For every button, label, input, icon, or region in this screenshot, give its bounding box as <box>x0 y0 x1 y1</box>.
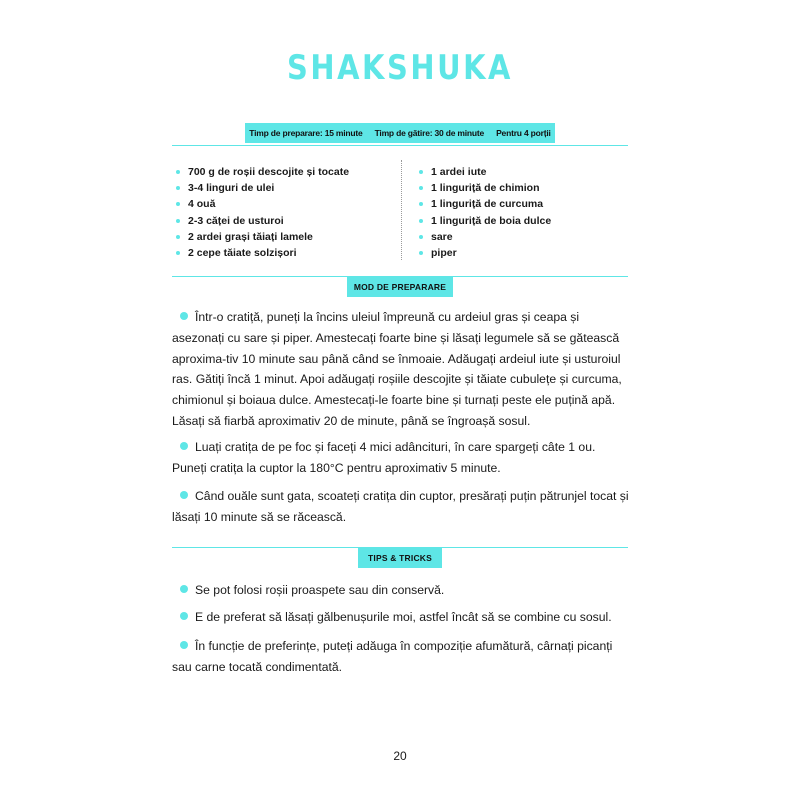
bullet-icon <box>176 170 180 174</box>
prep-time: Timp de preparare: 15 minute <box>249 128 363 138</box>
page-number: 20 <box>393 749 407 763</box>
ingredient-item: piper <box>419 245 551 261</box>
tips-section-label: TIPS & TRICKS <box>358 548 442 568</box>
ingredient-item: 1 ardei iute <box>419 164 551 180</box>
ingredients-left <box>176 164 349 261</box>
info-divider <box>172 145 628 146</box>
bullet-icon <box>180 491 188 499</box>
bullet-icon <box>419 170 423 174</box>
ingredient-item: 1 linguriță de chimion <box>419 180 551 196</box>
tip-item: E de preferat să lăsați gălbenușurile moi, astfel încât să se combine cu sosul. <box>172 607 632 628</box>
ingredient-item: 1 linguriță de curcuma <box>419 196 551 212</box>
ingredient-item: 1 linguriță de boia dulce <box>419 213 551 229</box>
method-section-label: MOD DE PREPARARE <box>347 277 453 297</box>
ingredient-item: 700 g de roșii descojite și tocate <box>176 164 349 180</box>
ingredient-item: 4 ouă <box>176 196 349 212</box>
ingredient-item: 2-3 căței de usturoi <box>176 213 349 229</box>
recipe-title: SHAKSHUKA <box>287 48 513 88</box>
bullet-icon <box>180 312 188 320</box>
bullet-icon <box>180 641 188 649</box>
bullet-icon <box>180 585 188 593</box>
bullet-icon <box>419 251 423 255</box>
method-step: Luați cratița de pe foc și faceți 4 mici adâncituri, în care spargeți câte 1 ou. Puneți cratița la cuptor la 180°C pentru aproximativ 5 minute. <box>172 440 596 475</box>
bullet-icon <box>176 235 180 239</box>
ingredients-column-divider <box>401 160 402 260</box>
bullet-icon <box>180 612 188 620</box>
tip-item: Se pot folosi roșii proaspete sau din conservă. <box>172 580 632 601</box>
bullet-icon <box>419 219 423 223</box>
servings: Pentru 4 porții <box>496 128 551 138</box>
bullet-icon <box>176 186 180 190</box>
bullet-icon <box>419 202 423 206</box>
bullet-icon <box>419 186 423 190</box>
ingredient-item: sare <box>419 229 551 245</box>
bullet-icon <box>180 442 188 450</box>
ingredient-item: 3-4 linguri de ulei <box>176 180 349 196</box>
tip-item: În funcție de preferințe, puteți adăuga în compoziție afumătură, cârnați picanți sau carne tocată condimentată. <box>172 639 613 674</box>
recipe-info-bar <box>245 123 555 143</box>
ingredients-right <box>419 164 551 261</box>
bullet-icon <box>176 251 180 255</box>
ingredient-item: 2 ardei grași tăiați lamele <box>176 229 349 245</box>
method-step: Într-o cratiță, puneți la încins uleiul împreună cu ardeiul gras și ceapa și asezonați cu sare și piper. Amestecați foarte bine și lăsați legumele să se gătească aproxima-tiv 10 minute sau până când se înmoaie. Adăugați ardeiul iute și usturoiul ras. Gătiți încă 1 minut. Apoi adăugați roșiile descojite și tăiate cubulețe și curcuma, chimionul și boiaua dulce. Amestecați-le foarte bine și turnați peste ele puțină apă. Lăsați să fiarbă aproximativ 20 de minute, până se îngroașă sosul. <box>172 310 622 428</box>
method-step: Când ouăle sunt gata, scoateți cratița din cuptor, presărați puțin pătrunjel tocat și lăsați 10 minute să se răcească. <box>172 489 629 524</box>
bullet-icon <box>419 235 423 239</box>
bullet-icon <box>176 219 180 223</box>
bullet-icon <box>176 202 180 206</box>
cook-time: Timp de gătire: 30 de minute <box>374 128 485 138</box>
ingredient-item: 2 cepe tăiate solzișori <box>176 245 349 261</box>
